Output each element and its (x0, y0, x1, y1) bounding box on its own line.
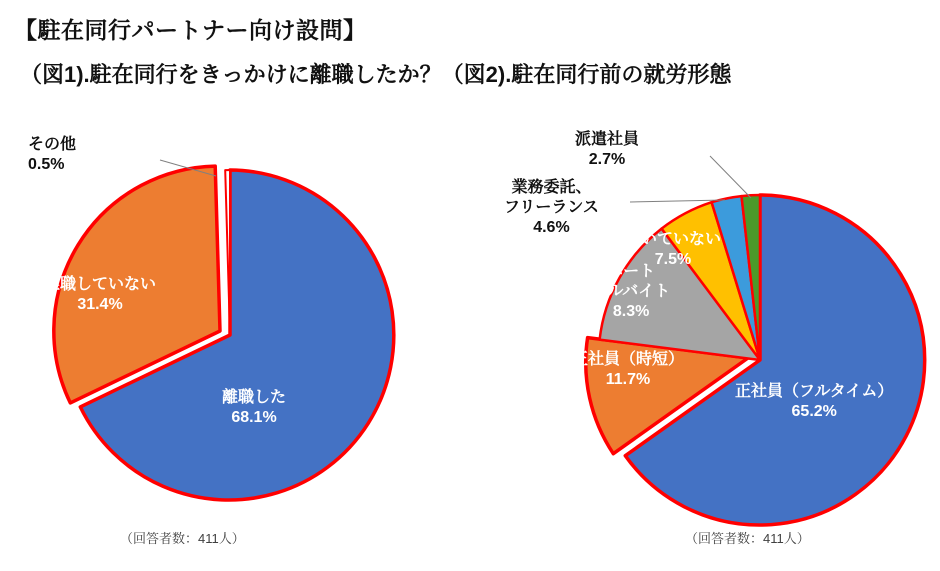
slice-label-gyomu-pct: 4.6% (533, 219, 570, 236)
page-title: 【駐在同行パートナー向け設問】 (14, 17, 367, 43)
slice-label-haken (575, 130, 639, 170)
pie-slice-left-05[interactable] (225, 170, 230, 335)
pie-svg-1 (40, 130, 420, 530)
slice-label-shorttime-pct: 11.7% (605, 371, 651, 388)
slice-label-fulltime-pct: 65.2% (791, 403, 837, 420)
slice-label-gyomu-name2: フリーランス (504, 199, 599, 216)
slice-label-other-pct: 0.5% (28, 156, 65, 173)
slice-label-other-name: その他 (28, 136, 77, 153)
slice-label-shorttime-name: 正社員（時短） (572, 351, 685, 368)
pie-chart-2 (470, 110, 930, 550)
leader-line-haken (710, 156, 751, 198)
slice-label-not-working-pct: 7.5% (654, 251, 692, 268)
slice-label-haken-name: 派遣社員 (575, 131, 640, 148)
slice-label-part-time (592, 262, 670, 322)
slice-label-shorttime (572, 350, 684, 390)
pie-chart-2-graphic (570, 130, 940, 530)
pie-svg-2 (570, 130, 940, 530)
slice-label-not-working-name: 働いていない (625, 231, 722, 248)
slice-label-resigned-name: 離職した (222, 389, 287, 406)
pie-chart-1 (10, 110, 460, 550)
slice-label-haken-pct: 2.7% (588, 151, 626, 168)
slice-label-not-resigned (44, 275, 156, 315)
slice-label-resigned-pct: 68.1% (231, 409, 277, 426)
slice-label-gyomu (504, 178, 599, 238)
respondents-count-1: （回答者数：411人） (120, 531, 245, 546)
slice-label-fulltime (735, 382, 893, 422)
slice-label-part-time-name2: アルバイト (592, 283, 671, 300)
page-subtitle: （図1).駐在同行をきっかけに離職したか？（図2).駐在同行前の就労形態 (20, 62, 732, 87)
slice-label-resigned (222, 388, 286, 428)
slice-label-not-resigned-pct: 31.4% (77, 296, 123, 313)
slice-label-other (28, 135, 76, 175)
slice-label-part-time-name1: パート (607, 263, 656, 280)
slice-label-gyomu-name1: 業務委託、 (511, 179, 592, 196)
slice-label-fulltime-name: 正社員（フルタイム） (735, 383, 894, 400)
pie-chart-1-graphic (40, 130, 420, 530)
slice-label-not-resigned-name: 離職していない (44, 276, 157, 293)
respondents-count-2: （回答者数：411人） (685, 531, 810, 546)
slice-label-part-time-pct: 8.3% (612, 303, 650, 320)
